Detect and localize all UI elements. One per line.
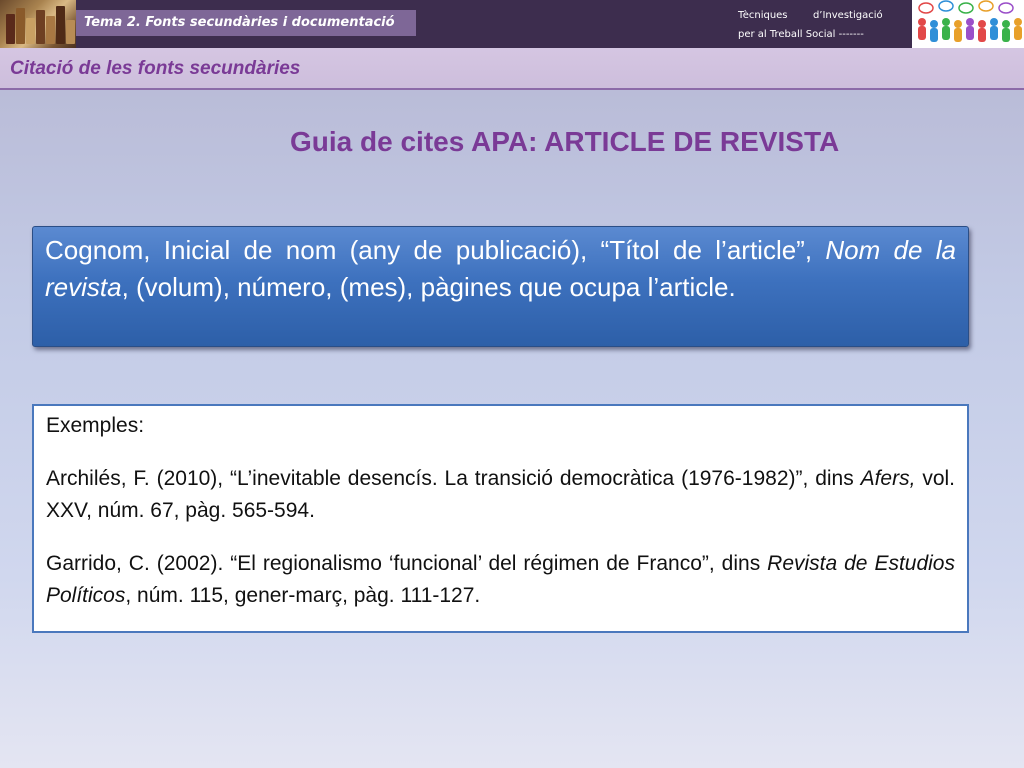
examples-label-text: Exemples	[46, 414, 139, 437]
examples-label	[46, 410, 955, 442]
slide-heading: Guia de cites APA: ARTICLE DE REVISTA	[290, 126, 840, 157]
format-journal-name: Nom de la revista	[45, 235, 956, 302]
format-text-part1: Cognom, Inicial de nom (any de publicació), “Títol de l’article”,	[45, 235, 826, 265]
example-2-text-2: , núm. 115, gener-març, pàg. 111-127.	[125, 584, 481, 607]
example-1-journal: Afers,	[860, 467, 916, 490]
format-text-part2: , (volum), número, (mes), pàgines que ocupa l’article.	[121, 272, 736, 302]
people-speech-bubbles-icon	[912, 0, 1024, 48]
example-2-text-1: Garrido, C. (2002). “El regionalismo ‘funcional’ del régimen de Franco”, dins	[46, 552, 768, 575]
example-citation-2	[46, 548, 955, 612]
examples-label-colon: :	[138, 414, 145, 437]
example-citation-1	[46, 463, 955, 527]
section-title: Citació de les fonts secundàries	[10, 58, 301, 79]
citation-format-box	[32, 226, 969, 347]
examples-box	[32, 404, 969, 633]
people-illustration	[912, 0, 1024, 48]
example-1-text-1: Archilés, F. (2010), “L’inevitable desencís. La transició democràtica (1976-1982)”, dins	[46, 467, 861, 490]
books-image	[0, 0, 76, 48]
course-name-line1: Tècniques d’Investigació	[738, 10, 883, 21]
header-title: Tema 2. Fonts secundàries i documentació	[76, 10, 416, 36]
example-1-text-2: vol. XXV, núm. 67, pàg. 565-594.	[46, 467, 956, 522]
course-name-line2: per al Treball Social -------	[738, 29, 864, 40]
example-2-journal: Revista de Estudios Políticos	[46, 552, 955, 607]
